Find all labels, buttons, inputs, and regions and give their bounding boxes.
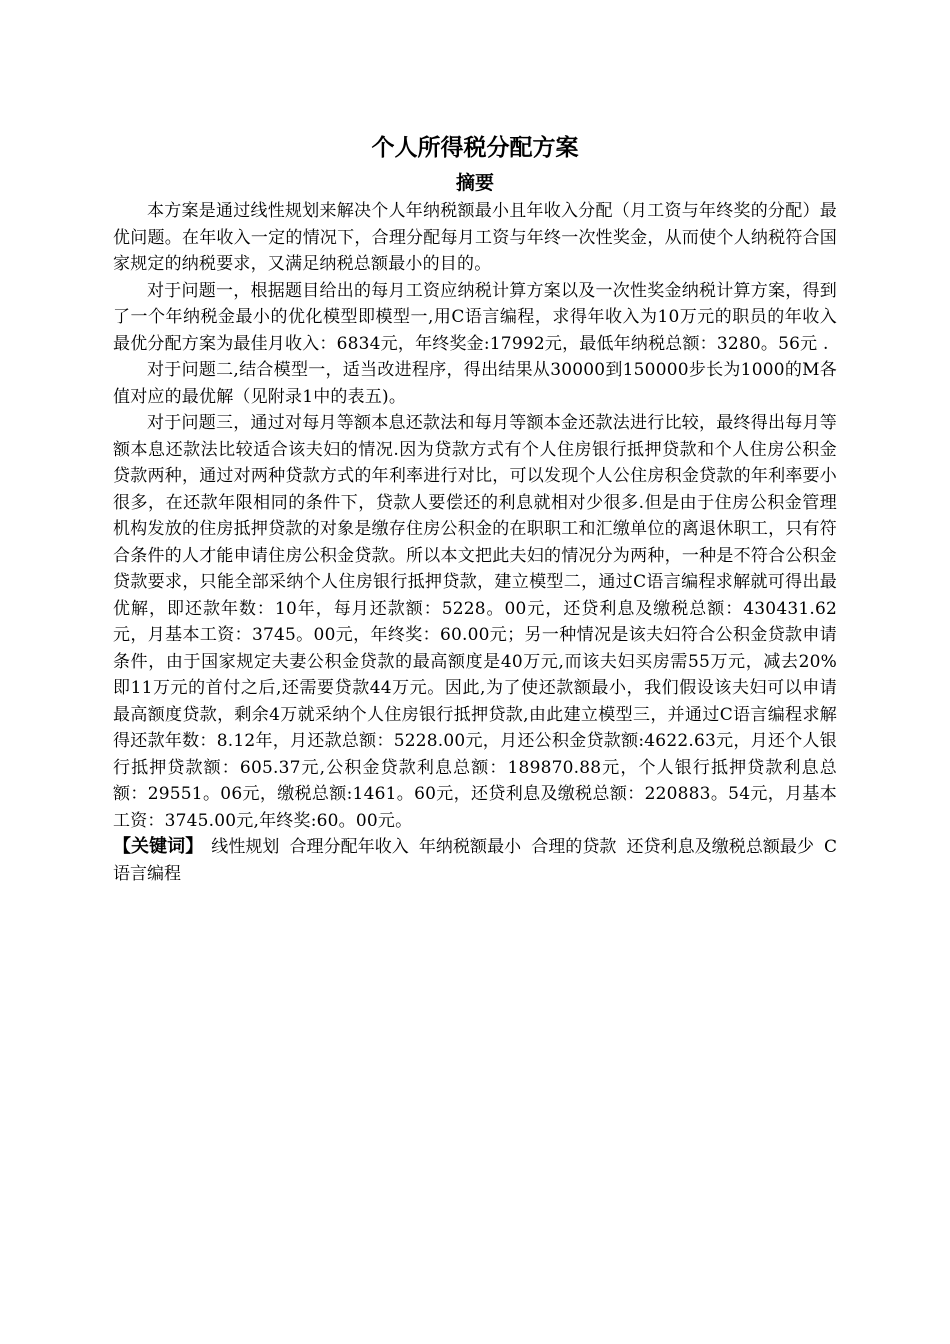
keyword: 还贷利息及缴税总额最少 (626, 837, 815, 857)
abstract-paragraph-3: 对于问题二,结合模型一，适当改进程序，得出结果从30000到150000步长为1000的M各值对应的最优解（见附录1中的表五)。 (113, 360, 837, 407)
keyword: 线性规划 (211, 837, 280, 857)
keyword: 合理的贷款 (531, 837, 617, 857)
abstract-paragraph-2: 对于问题一，根据题目给出的每月工资应纳税计算方案以及一次性奖金纳税计算方案，得到了一个年纳税金最小的优化模型即模型一,用C语言编程，求得年收入为10万元的职员的年收入最优分配方案为最佳月收入：6834元，年终奖金:17992元，最低年纳税总额：3280。56元 . (113, 280, 837, 354)
abstract-paragraph-4: 对于问题三，通过对每月等额本息还款法和每月等额本金还款法进行比较，最终得出每月等额本息还款法比较适合该夫妇的情况.因为贷款方式有个人住房银行抵押贷款和个人住房公积金贷款两种，通过对两种贷款方式的年利率进行对比，可以发现个人公住房积金贷款的年利率要小很多，在还款年限相同的条件下，贷款人要偿还的利息就相对少很多.但是由于住房公积金管理机构发放的住房抵押贷款的对象是缴存住房公积金的在职职工和汇缴单位的离退休职工，只有符合条件的人才能申请住房公积金贷款。所以本文把此夫妇的情况分为两种，一种是不符合公积金贷款要求，只能全部采纳个人住房银行抵押贷款，建立模型二，通过C语言编程求解就可得出最优解，即还款年数：10年，每月还款额：5228。00元，还贷利息及缴税总额：430431.62元，月基本工资：3745。00元，年终奖：60.00元；另一种情况是该夫妇符合公积金贷款申请条件，由于国家规定夫妻公积金贷款的最高额度是40万元,而该夫妇买房需55万元，减去20%即11万元的首付之后,还需要贷款44万元。因此,为了使还款额最小，我们假设该夫妇可以申请最高额度贷款，剩余4万就采纳个人住房银行抵押贷款,由此建立模型三，并通过C语言编程求解得还款年数：8.12年，月还款总额：5228.00元，月还公积金贷款额:4622.63元，月还个人银行抵押贷款额：605.37元,公积金贷款利息总额：189870.88元，个人银行抵押贷款利息总额：29551。06元，缴税总额:1461。60元，还贷利息及缴税总额：220883。54元，月基本工资：3745.00元,年终奖:60。00元。 (113, 413, 837, 831)
document-title: 个人所得税分配方案 (371, 135, 579, 161)
keyword: 年纳税额最小 (418, 837, 522, 857)
keywords-label: 【关键词】 (113, 836, 204, 857)
abstract-paragraph-1: 本方案是通过线性规划来解决个人年纳税额最小且年收入分配（月工资与年终奖的分配）最优问题。在年收入一定的情况下，合理分配每月工资与年终一次性奖金，从而使个人纳税符合国家规定的纳税要求，又满足纳税总额最小的目的。 (113, 201, 837, 274)
keyword: C语言编程 (113, 837, 838, 884)
keywords-line (113, 834, 837, 887)
document-page (113, 128, 837, 887)
abstract-heading: 摘要 (455, 172, 494, 194)
keyword: 合理分配年收入 (289, 837, 409, 857)
